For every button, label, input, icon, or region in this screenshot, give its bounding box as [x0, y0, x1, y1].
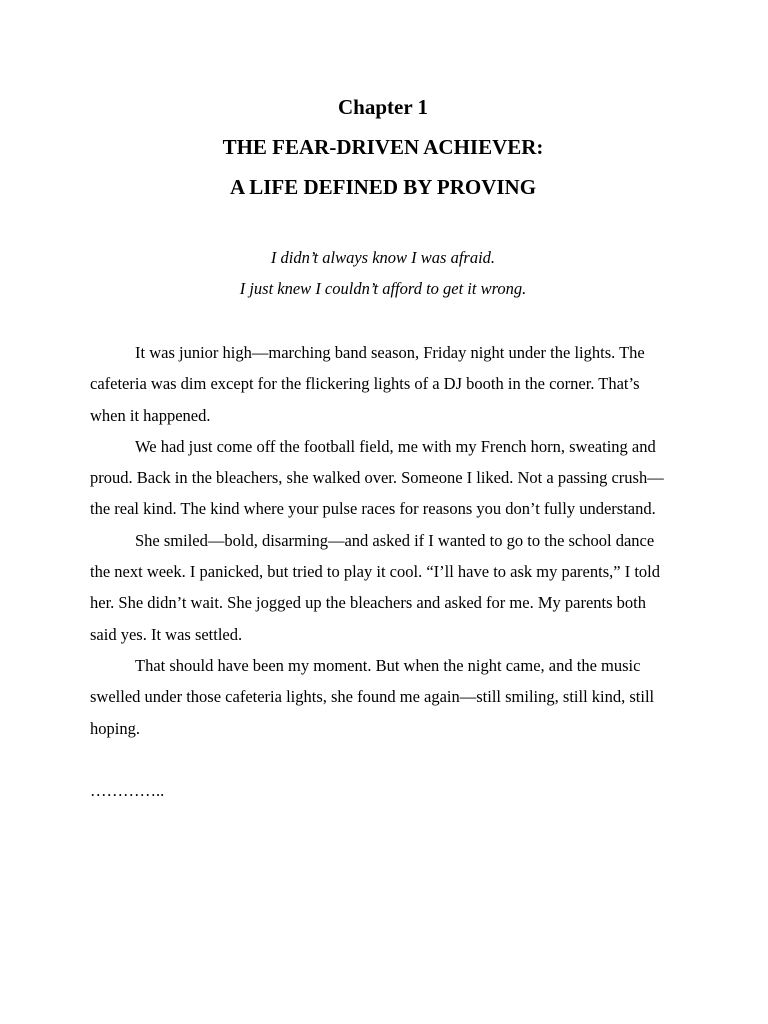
chapter-body	[90, 337, 676, 744]
chapter-number: Chapter 1	[337, 95, 429, 119]
paragraph: She smiled—bold, disarming—and asked if I wanted to go to the school dance the next week. I panicked, but tried to play it cool. “I’ll have to ask my parents,” I told her. She didn’t wait. She jogged up the bleachers and asked for me. My parents both said yes. It was settled.	[90, 530, 660, 644]
chapter-title-line-2: A LIFE DEFINED BY PROVING	[229, 175, 537, 199]
paragraph: That should have been my moment. But when the night came, and the music swelled under those cafeteria lights, she found me again—still smiling, still kind, still hoping.	[90, 655, 655, 738]
continuation-mark: …………..	[90, 780, 165, 800]
paragraph: It was junior high—marching band season, Friday night under the lights. The cafeteria was dim except for the flickering lights of a DJ booth in the corner. That’s when it happened.	[90, 343, 645, 425]
paragraph: We had just come off the football field, me with my French horn, sweating and proud. Back in the bleachers, she walked over. Someone I liked. Not a passing crush—the real kind. The kind where your pulse races for reasons you don’t fully understand.	[90, 436, 664, 519]
epigraph-line: I just knew I couldn’t afford to get it wrong.	[239, 279, 527, 298]
epigraph-line: I didn’t always know I was afraid.	[270, 248, 496, 267]
chapter-title-line-1: THE FEAR-DRIVEN ACHIEVER:	[222, 135, 544, 159]
epigraph	[90, 242, 676, 304]
